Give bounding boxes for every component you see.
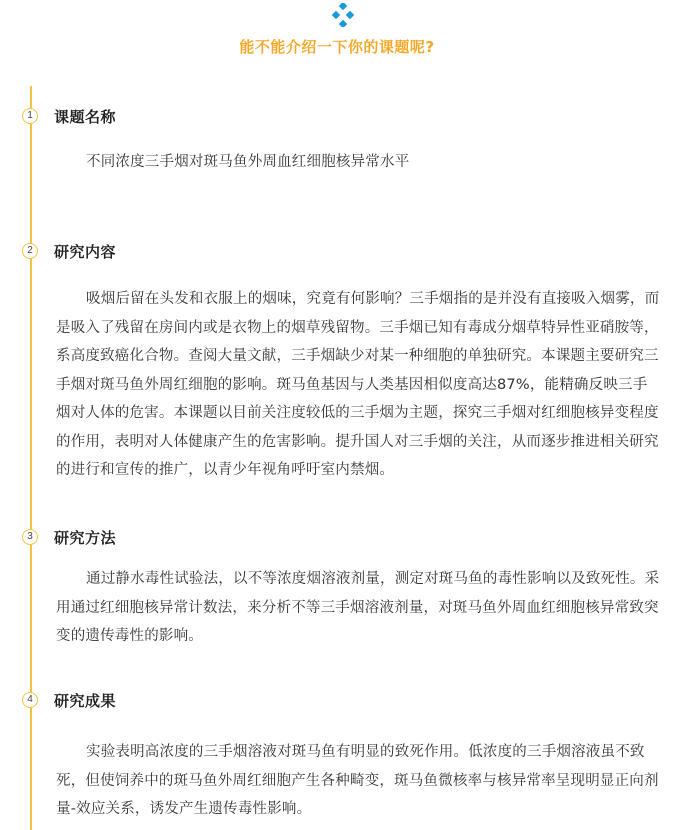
section-heading: 课题名称 [54, 108, 117, 126]
section-heading: 研究内容 [54, 243, 117, 261]
step-number-badge: 2 [22, 243, 38, 259]
section-heading: 研究成果 [54, 692, 117, 710]
section-heading: 研究方法 [54, 529, 117, 547]
step-number-badge: 3 [22, 529, 38, 545]
diamond-cluster-icon [330, 3, 356, 27]
section-body: 吸烟后留在头发和衣服上的烟味，究竟有何影响？三手烟指的是并没有直接吸入烟雾，而是吸入了残留在房间内或是衣物上的烟草残留物。三手烟已知有毒成分烟草特异性亚硝胺等，系高度致癌化合物。查阅大量文献，三手烟缺少对某一种细胞的单独研究。本课题主要研究三手烟对斑马鱼外周红细胞的影响。斑马鱼基因与人类基因相似度高达87%，能精确反映三手烟对人体的危害。本课题以目前关注度较低的三手烟为主题，探究三手烟对红细胞核异变程度的作用，表明对人体健康产生的危害影响。提升国人对三手烟的关注，从而逐步推进相关研究的进行和宣传的推广，以青少年视角呼吁室内禁烟。 [56, 291, 660, 478]
section-body: 实验表明高浓度的三手烟溶液对斑马鱼有明显的致死作用。低浓度的三手烟溶液虽不致死，但使饲养中的斑马鱼外周红细胞产生各种畸变，斑马鱼微核率与核异常率呈现明显正向剂量-效应关系，诱发产生遗传毒性影响。 [56, 744, 659, 817]
section-body: 通过静水毒性试验法，以不等浓度烟溶液剂量，测定对斑马鱼的毒性影响以及致死性。采用通过红细胞核异常计数法，来分析不等三手烟溶液剂量，对斑马鱼外周血红细胞核异常致突变的遗传毒性的影响。 [56, 571, 660, 644]
step-number-badge: 1 [22, 108, 38, 124]
section-body: 不同浓度三手烟对斑马鱼外周血红细胞核异常水平 [86, 154, 410, 170]
step-number-badge: 4 [22, 692, 38, 708]
timeline-line [30, 86, 32, 830]
page-title: 能不能介绍一下你的课题呢? [239, 38, 435, 56]
